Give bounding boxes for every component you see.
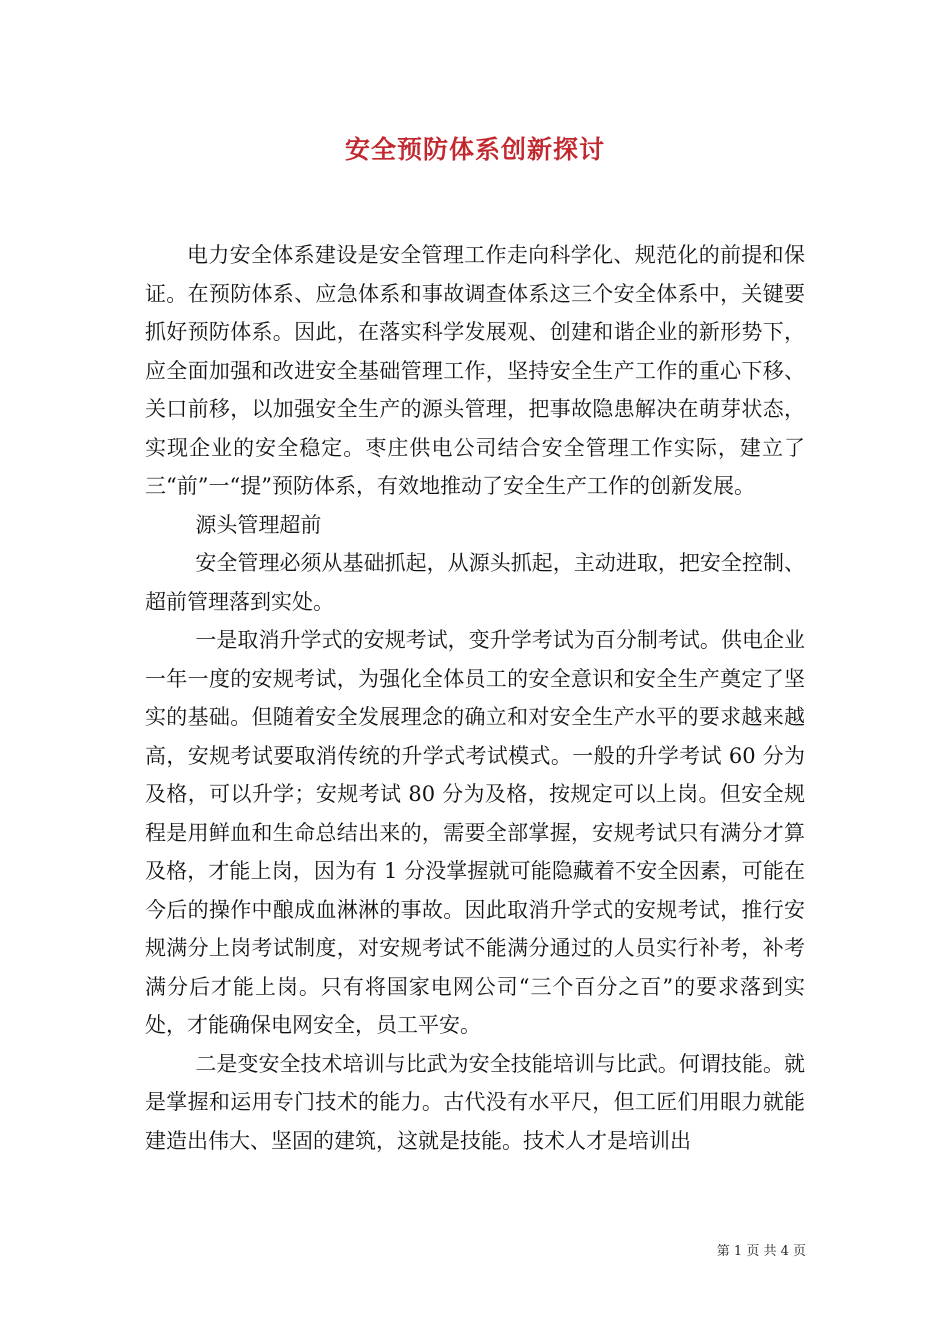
document-body — [145, 236, 805, 1160]
paragraph-point-one: 一是取消升学式的安规考试，变升学考试为百分制考试。供电企业一年一度的安规考试，为强化全体员工的安全意识和安全生产奠定了坚实的基础。但随着安全发展理念的确立和对安全生产水平的要求越来越高，安规考试要取消传统的升学式考试模式。一般的升学考试 60 分为及格，可以升学；安规考试 80 分为及格，按规定可以上岗。但安全规程是用鲜血和生命总结出来的，需要全部掌握，安规考试只有满分才算及格，才能上岗，因为有 1 分没掌握就可能隐藏着不安全因素，可能在今后的操作中酿成血淋淋的事故。因此取消升学式的安规考试，推行安规满分上岗考试制度，对安规考试不能满分通过的人员实行补考，补考满分后才能上岗。只有将国家电网公司“三个百分之百”的要求落到实处，才能确保电网安全，员工平安。 — [145, 628, 805, 1037]
paragraph-intro: 电力安全体系建设是安全管理工作走向科学化、规范化的前提和保证。在预防体系、应急体系和事故调查体系这三个安全体系中，关键要抓好预防体系。因此，在落实科学发展观、创建和谐企业的新形势下，应全面加强和改进安全基础管理工作，坚持安全生产工作的重心下移、关口前移，以加强安全生产的源头管理，把事故隐患解决在萌芽状态，实现企业的安全稳定。枣庄供电公司结合安全管理工作实际，建立了三“前”一“提”预防体系，有效地推动了安全生产工作的创新发展。 — [145, 243, 805, 498]
section-heading: 源头管理超前 — [195, 512, 322, 537]
page-number-footer: 第 1 页 共 4 页 — [716, 1244, 806, 1259]
document-title: 安全预防体系创新探讨 — [344, 135, 605, 164]
paragraph-point-two: 二是变安全技术培训与比武为安全技能培训与比武。何谓技能。就是掌握和运用专门技术的能力。古代没有水平尺，但工匠们用眼力就能建造出伟大、坚固的建筑，这就是技能。技术人才是培训出 — [145, 1051, 805, 1153]
paragraph-section-intro: 安全管理必须从基础抓起，从源头抓起，主动进取，把安全控制、超前管理落到实处。 — [145, 551, 805, 614]
